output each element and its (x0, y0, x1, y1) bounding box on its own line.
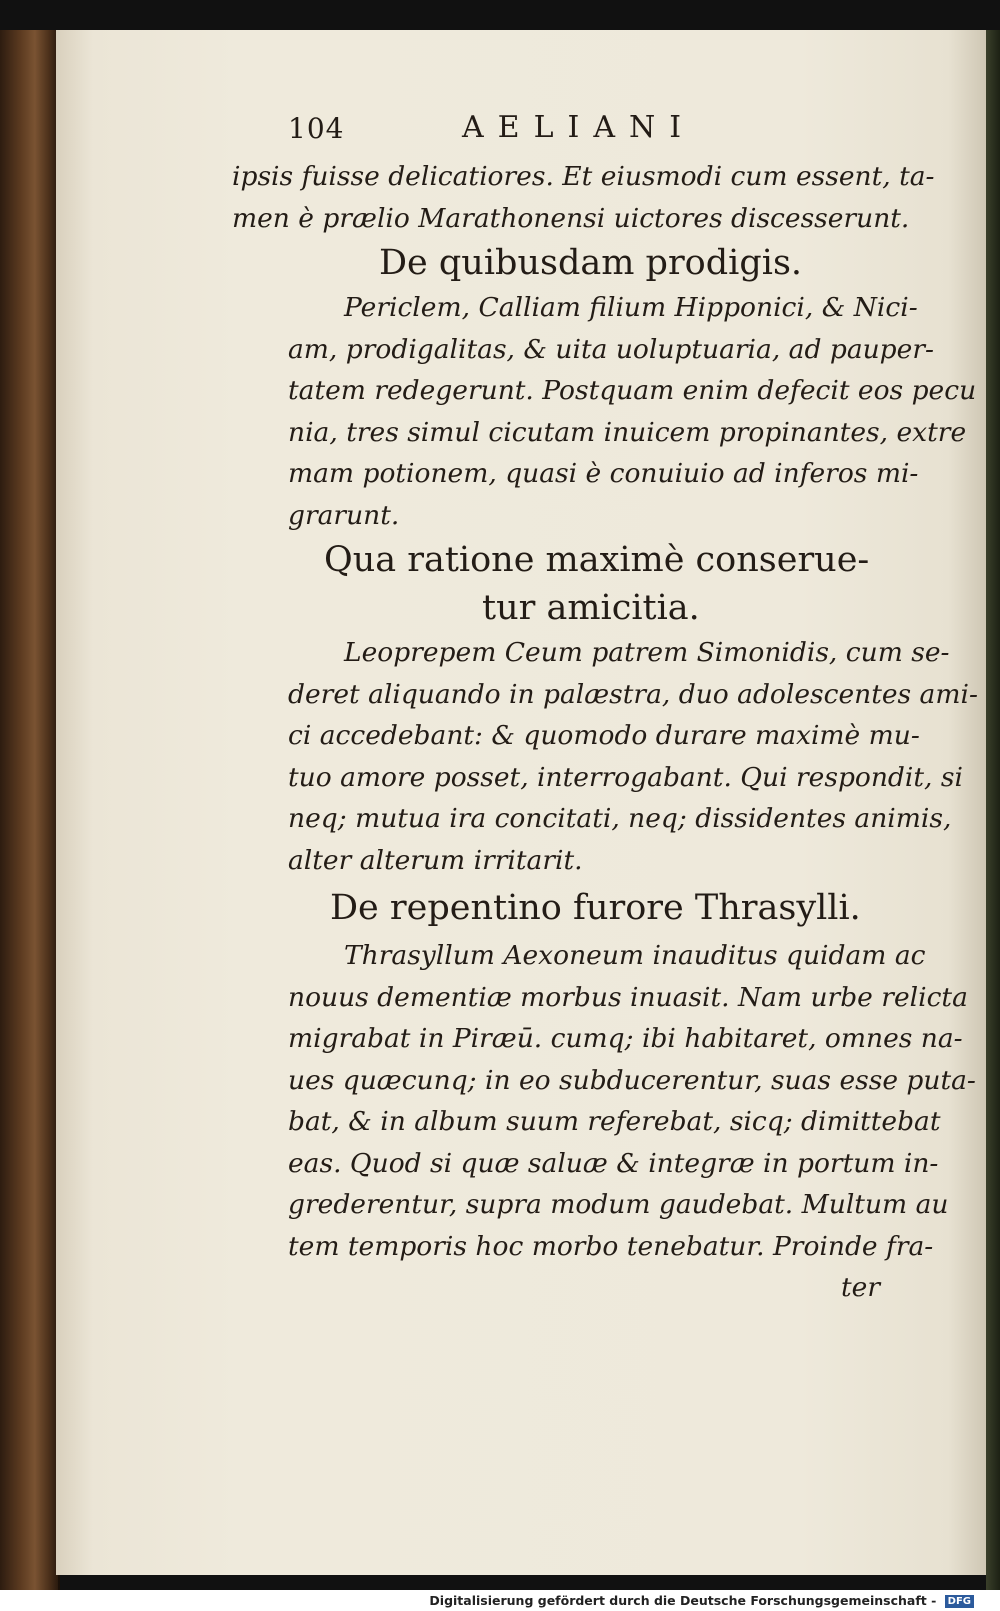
text-line: neq; mutua ira concitati, neq; dissidentes animis, (288, 803, 952, 834)
running-head (232, 108, 950, 156)
footer-bar (0, 1590, 1000, 1611)
footer-credit (429, 1593, 974, 1608)
text-line: ipsis fuisse delicatiores. Et eiusmodi cum essent, ta- (232, 161, 935, 192)
catchword: ter (841, 1272, 880, 1303)
book-spine (0, 30, 60, 1590)
text-line: migrabat in Piræū. cumq; ibi habitaret, omnes na- (288, 1023, 963, 1054)
running-title: AELIANI (462, 110, 696, 145)
text-line: tatem redegerunt. Postquam enim defecit eos pecu (288, 375, 977, 406)
text-line: ues quæcunq; in eo subducerentur, suas esse puta- (288, 1064, 976, 1096)
text-line: Periclem, Calliam filium Hipponici, & Nici- (344, 292, 918, 323)
text-line: tem temporis hoc morbo tenebatur. Proinde fra- (288, 1230, 934, 1262)
page-number: 104 (288, 112, 345, 145)
text-line: deret aliquando in palæstra, duo adolescentes ami- (288, 678, 978, 710)
text-line: grederentur, supra modum gaudebat. Multum au (288, 1189, 949, 1220)
dfg-logo-icon: DFG (945, 1595, 974, 1608)
section-heading: De repentino furore Thrasylli. (330, 888, 861, 928)
text-line: bat, & in album suum referebat, sicq; dimittebat (288, 1106, 941, 1137)
footer-credit-text: Digitalisierung gefördert durch die Deutsche Forschungsgemeinschaft - (429, 1593, 937, 1608)
book-edge (986, 30, 1000, 1590)
text-line: nia, tres simul cicutam inuicem propinantes, extre (288, 416, 967, 448)
text-line: mam potionem, quasi è conuiuio ad inferos mi- (288, 458, 919, 489)
text-line: Thrasyllum Aexoneum inauditus quidam ac (344, 940, 926, 971)
section-heading: Qua ratione maximè conserue- (324, 540, 870, 580)
text-line: grarunt. (288, 499, 400, 531)
text-line: am, prodigalitas, & uita uoluptuaria, ad pauper- (288, 333, 934, 365)
text-line: Leoprepem Ceum patrem Simonidis, cum se- (344, 637, 950, 668)
text-line: men è prælio Marathonensi uictores discesserunt. (232, 202, 910, 234)
text-line: eas. Quod si quæ saluæ & integræ in portum in- (288, 1147, 939, 1179)
page-text-block (232, 108, 978, 1309)
section-heading: De quibusdam prodigis. (379, 243, 803, 283)
section-heading-continued: tur amicitia. (482, 588, 700, 628)
text-line: nouus dementiæ morbus inuasit. Nam urbe relicta (288, 981, 968, 1013)
text-line: tuo amore posset, interrogabant. Qui respondit, si (288, 761, 963, 793)
text-line: alter alterum irritarit. (288, 844, 583, 876)
text-line: ci accedebant: & quomodo durare maximè mu- (288, 720, 920, 751)
